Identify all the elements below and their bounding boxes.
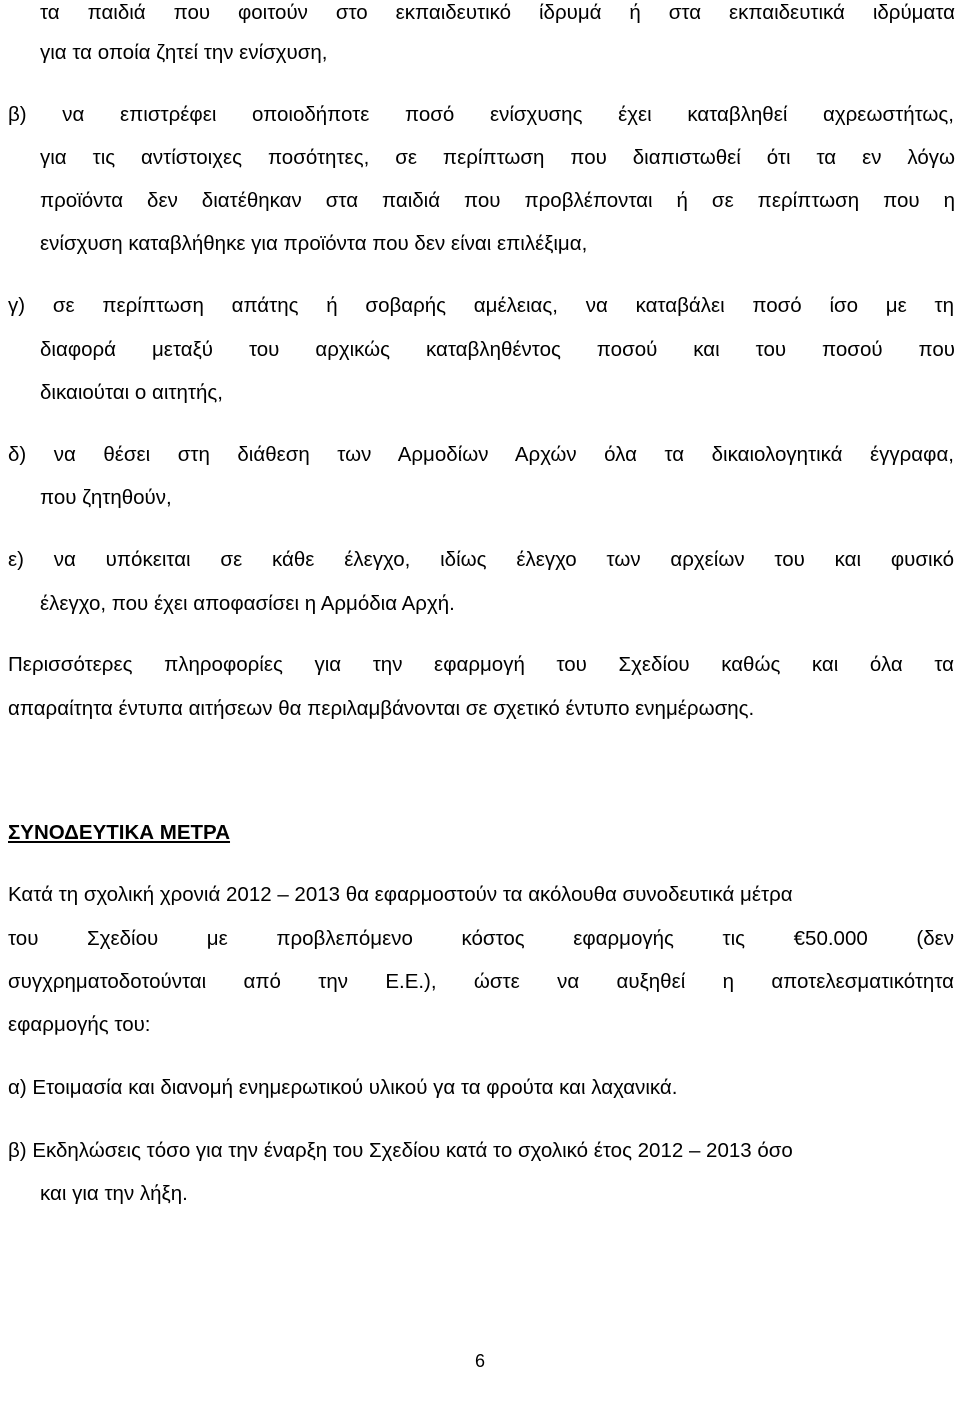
list-item-continuation-line: για τα οποία ζητεί την ενίσχυση, [40,41,328,64]
list-item-b-line: προϊόντα δεν διατέθηκαν στα παιδιά που προβλέπονται ή σε περίπτωση που η [40,189,955,212]
list-item-b-line: β) να επιστρέφει οποιοδήποτε ποσό ενίσχυσης έχει καταβληθεί αχρεωστήτως, [8,103,954,126]
measure-b-line: και για την λήξη. [40,1182,188,1205]
measure-a: α) Ετοιμασία και διανομή ενημερωτικού υλικού γα τα φρούτα και λαχανικά. [8,1076,678,1099]
section-intro-line: του Σχεδίου με προβλεπόμενο κόστος εφαρμογής τις €50.000 (δεν [8,927,954,950]
section-intro-line: εφαρμογής του: [8,1013,151,1036]
list-item-c-line: δικαιούται ο αιτητής, [40,381,223,404]
list-item-c-line: διαφορά μεταξύ του αρχικώς καταβληθέντος ποσού και του ποσού που [40,338,955,361]
more-info-paragraph-line: απαραίτητα έντυπα αιτήσεων θα περιλαμβάνονται σε σχετικό έντυπο ενημέρωσης. [8,697,755,720]
section-intro-line: συγχρηματοδοτούνται από την Ε.Ε.), ώστε να αυξηθεί η αποτελεσματικότητα [8,970,954,993]
list-item-d-line: δ) να θέσει στη διάθεση των Αρμοδίων Αρχών όλα τα δικαιολογητικά έγγραφα, [8,443,954,466]
list-item-e-line: ε) να υπόκειται σε κάθε έλεγχο, ιδίως έλεγχο των αρχείων του και φυσικό [8,548,954,571]
list-item-d-line: που ζητηθούν, [40,486,172,509]
section-heading: ΣΥΝΟΔΕΥΤΙΚΑ ΜΕΤΡΑ [8,821,231,844]
list-item-c-line: γ) σε περίπτωση απάτης ή σοβαρής αμέλειας, να καταβάλει ποσό ίσο με τη [8,294,954,317]
list-item-b-line: ενίσχυση καταβλήθηκε για προϊόντα που δεν είναι επιλέξιμα, [40,232,588,255]
page-number: 6 [474,1351,485,1371]
list-item-e-line: έλεγχο, που έχει αποφασίσει η Αρμόδια Αρχή. [40,592,455,615]
measure-b-line: β) Εκδηλώσεις τόσο για την έναρξη του Σχεδίου κατά το σχολικό έτος 2012 – 2013 όσο [8,1139,793,1162]
section-intro-line: Κατά τη σχολική χρονιά 2012 – 2013 θα εφαρμοστούν τα ακόλουθα συνοδευτικά μέτρα [8,883,793,906]
more-info-paragraph-line: Περισσότερες πληροφορίες για την εφαρμογή του Σχεδίου καθώς και όλα τα [8,653,954,676]
list-item-continuation-line: τα παιδιά που φοιτούν στο εκπαιδευτικό ίδρυμά ή στα εκπαιδευτικά ιδρύματα [40,1,955,24]
list-item-b-line: για τις αντίστοιχες ποσότητες, σε περίπτωση που διαπιστωθεί ότι τα εν λόγω [40,146,955,169]
